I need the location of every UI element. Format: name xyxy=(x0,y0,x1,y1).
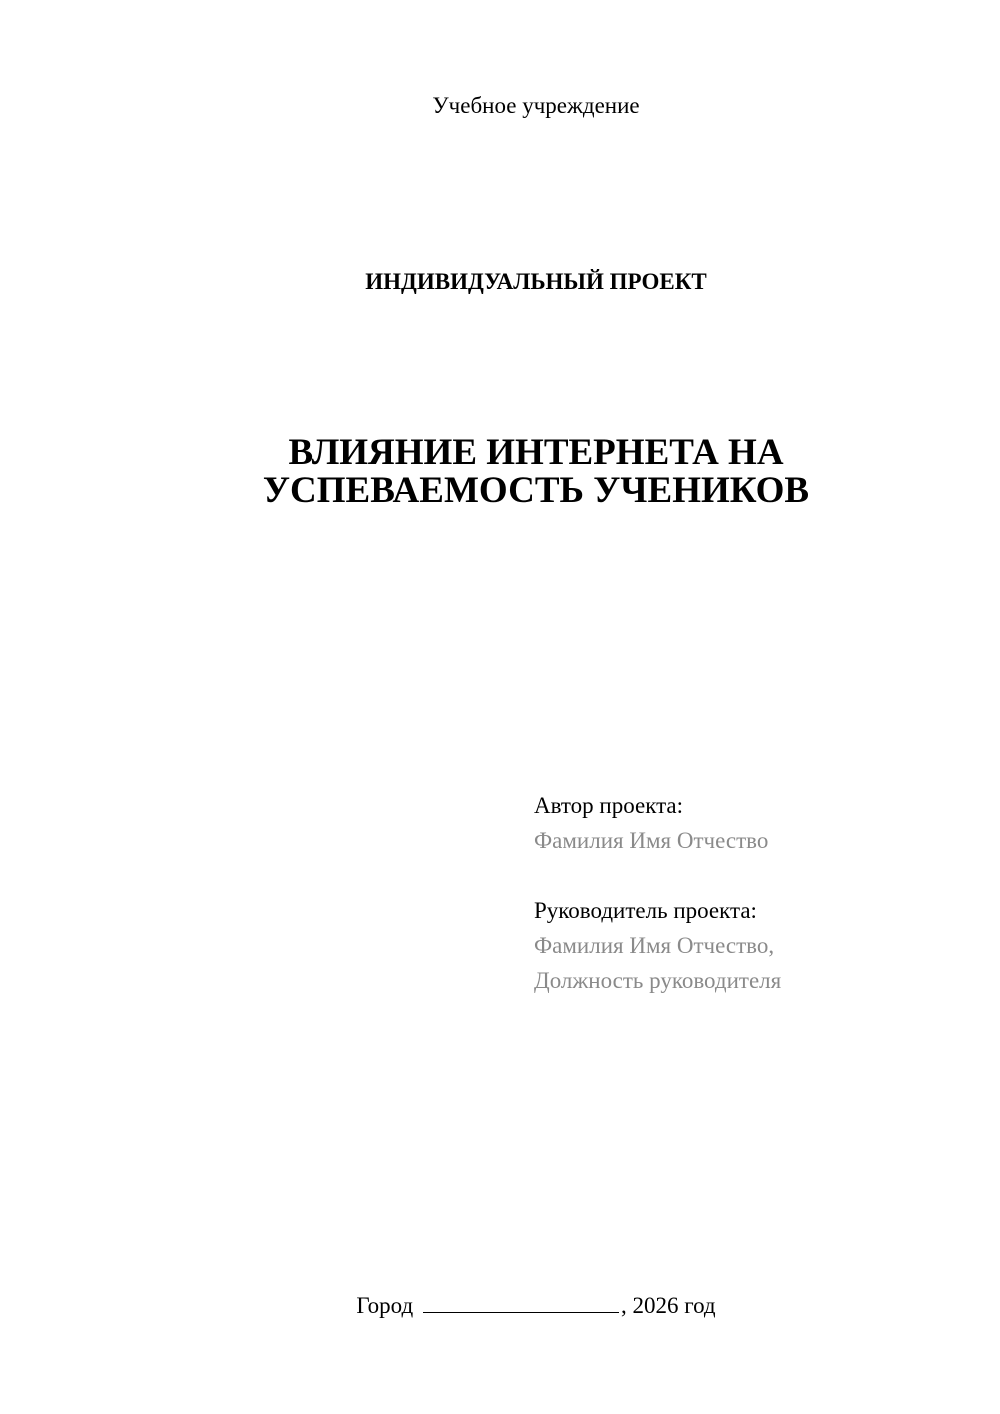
city-label: Город xyxy=(356,1293,414,1318)
year-text: , 2026 год xyxy=(620,1293,716,1318)
institution-name: Учебное учреждение xyxy=(432,93,640,118)
project-title-line-2: УСПЕВАЕМОСТЬ УЧЕНИКОВ xyxy=(262,470,810,511)
author-label: Автор проекта: xyxy=(534,793,683,818)
project-title xyxy=(0,434,1000,510)
info-spacer xyxy=(534,858,974,893)
supervisor-position: Должность руководителя xyxy=(534,968,782,993)
project-title-line-1: ВЛИЯНИЕ ИНТЕРНЕТА НА xyxy=(288,432,784,473)
supervisor-name: Фамилия Имя Отчество, xyxy=(534,933,775,958)
city-blank-line xyxy=(423,1290,619,1313)
author-name: Фамилия Имя Отчество xyxy=(534,828,769,853)
supervisor-label: Руководитель проекта: xyxy=(534,898,757,923)
project-type-heading: ИНДИВИДУАЛЬНЫЙ ПРОЕКТ xyxy=(365,269,707,294)
project-info-block xyxy=(534,788,974,998)
footer-city-year xyxy=(0,1290,1000,1321)
